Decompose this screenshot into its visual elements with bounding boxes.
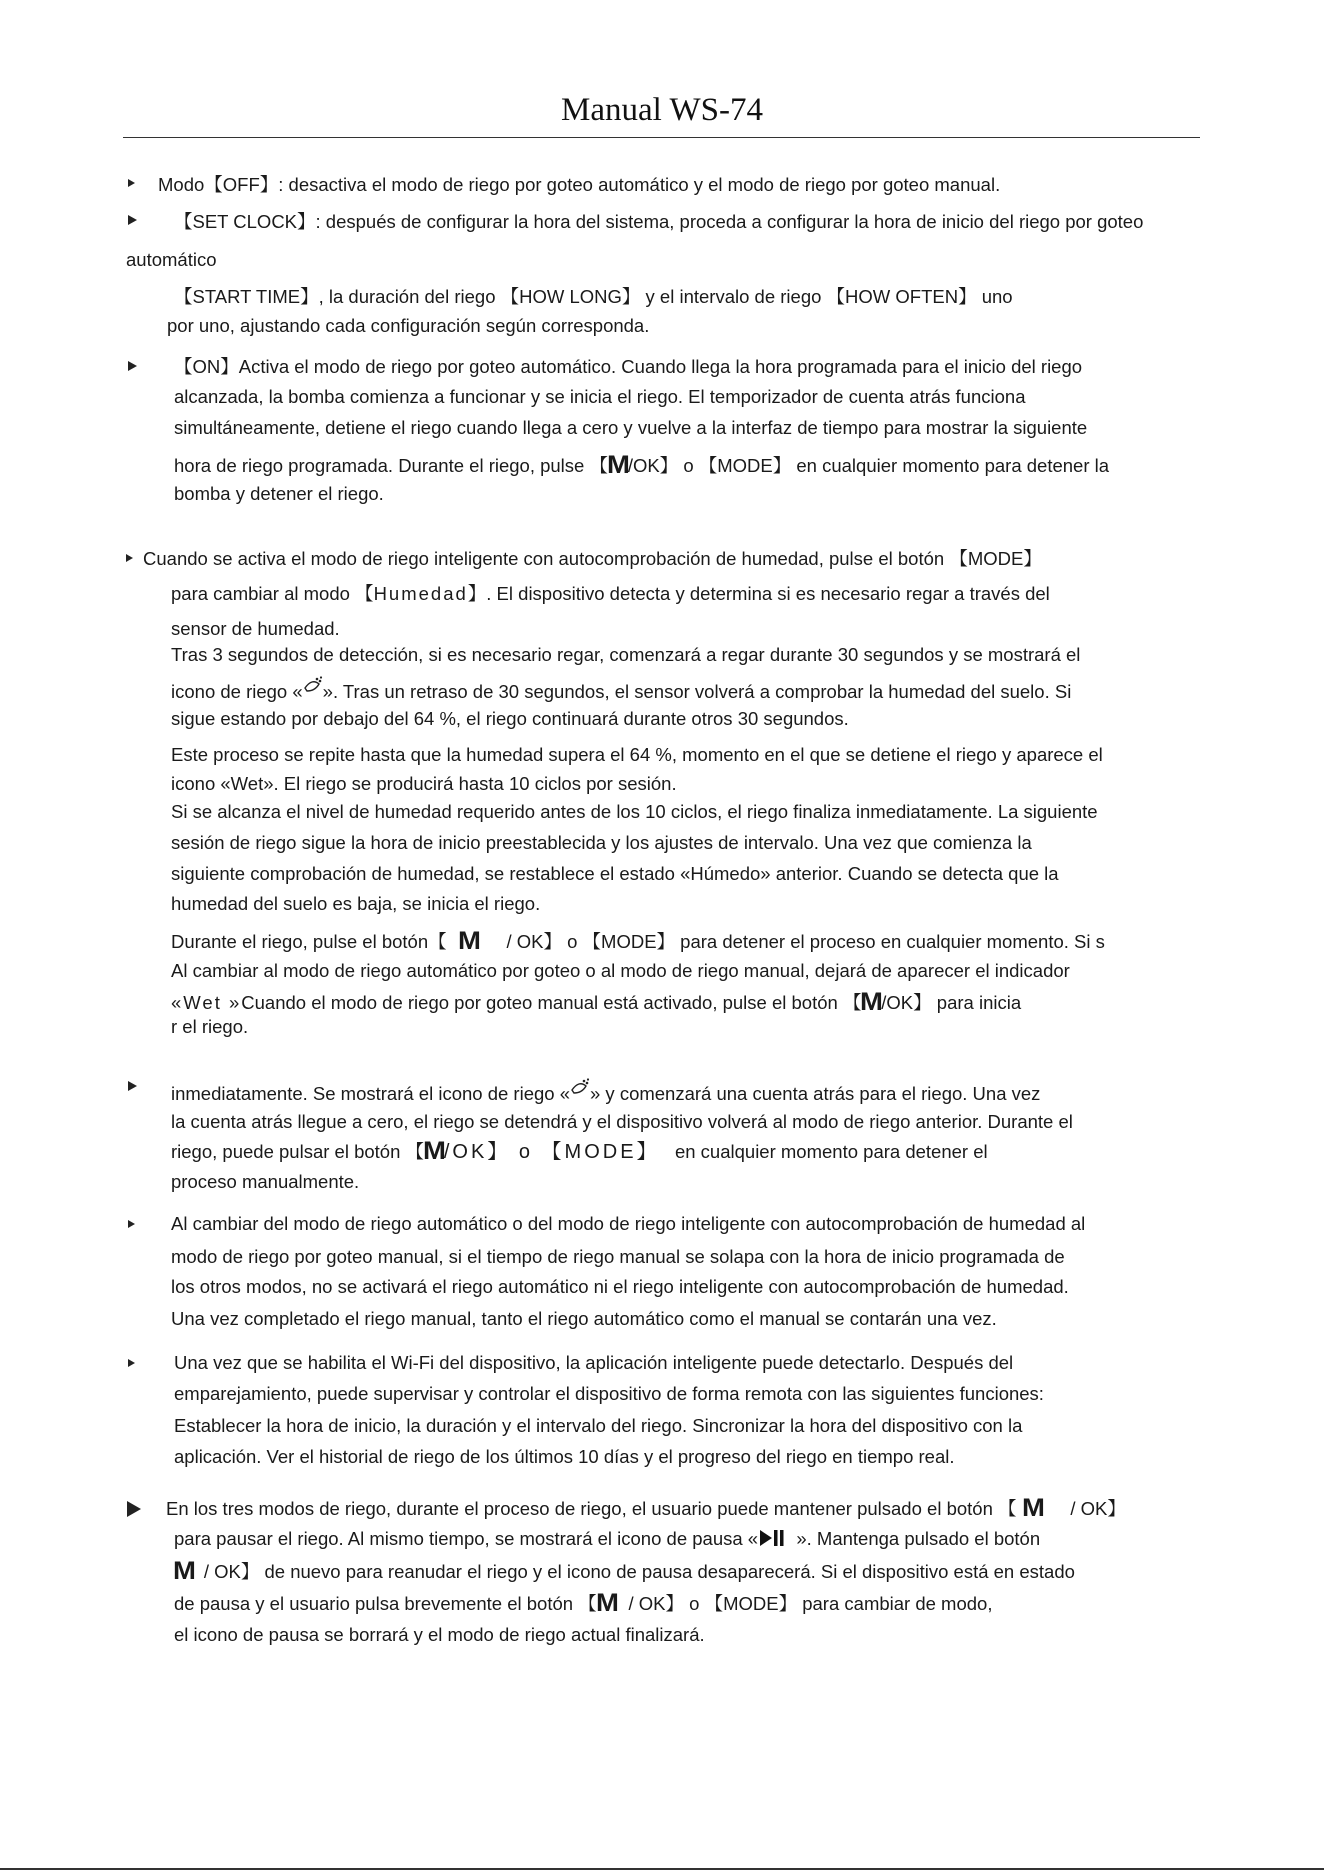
paragraph-manual-mode-line bbox=[171, 1137, 988, 1165]
text-segment: para cambiar al modo 【 bbox=[171, 583, 374, 604]
paragraph-smart-mode-line bbox=[171, 988, 1022, 1016]
text-segment: para pausar el riego. Al mismo tiempo, se mostrará el icono de pausa « bbox=[174, 1528, 759, 1549]
paragraph-mode-switch-line: modo de riego por goteo manual, si el tiempo de riego manual se solapa con la hora de inicio programada de bbox=[171, 1246, 1065, 1267]
paragraph-on-mode-line: simultáneamente, detiene el riego cuando llega a cero y vuelve a la interfaz de tiempo para mostrar la siguiente bbox=[174, 417, 1088, 438]
text-segment: en cualquier momento para detener el bbox=[674, 1141, 988, 1162]
paragraph-manual-mode-line: proceso manualmente. bbox=[171, 1171, 360, 1192]
paragraph-off-mode: Modo【OFF】: desactiva el modo de riego por goteo automático y el modo de riego por goteo manual. bbox=[158, 174, 1001, 195]
text-segment: / OK】 o 【MODE】 para cambiar de modo, bbox=[628, 1593, 993, 1614]
mode-button-icon: M bbox=[606, 451, 629, 479]
paragraph-smart-mode-line bbox=[171, 927, 1105, 955]
play-pause-icon bbox=[758, 1527, 786, 1549]
bullet-marker bbox=[128, 361, 137, 371]
text-segment: Cuando el modo de riego por goteo manual está activado, pulse el botón 【 bbox=[241, 992, 862, 1013]
bullet-marker bbox=[128, 1220, 135, 1228]
paragraph-smart-mode-line bbox=[171, 582, 1050, 606]
text-segment: riego, puede pulsar el botón 【 bbox=[171, 1141, 425, 1162]
paragraph-pause-line bbox=[166, 1494, 1126, 1522]
text-segment: » y comenzará una cuenta atrás para el riego. Una vez bbox=[590, 1083, 1041, 1104]
text-segment: Humedad bbox=[373, 583, 468, 604]
paragraph-smart-mode-line: Tras 3 segundos de detección, si es necesario regar, comenzará a regar durante 30 segundos y se mostrará el bbox=[171, 644, 1081, 665]
paragraph-smart-mode-line: sensor de humedad. bbox=[171, 618, 340, 639]
bullet-marker bbox=[128, 1081, 137, 1091]
paragraph-smart-mode-line bbox=[171, 676, 1071, 704]
paragraph-pause-line bbox=[174, 1527, 1040, 1551]
paragraph-set-clock-line: 【START TIME】, la duración del riego 【HOW LONG】 y el intervalo de riego 【HOW OFTEN】 uno bbox=[174, 286, 1013, 307]
paragraph-pause-line bbox=[173, 1557, 1075, 1585]
text-segment: de pausa y el usuario pulsa brevemente el botón 【 bbox=[174, 1593, 597, 1614]
text-segment: / OK】 o 【MODE】 para detener el proceso en cualquier momento. Si s bbox=[506, 931, 1105, 952]
text-segment: ». Tras un retraso de 30 segundos, el sensor volverá a comprobar la humedad del suelo. Si bbox=[322, 681, 1072, 702]
page-bottom-border bbox=[0, 1868, 1324, 1870]
paragraph-mode-switch-line: Al cambiar del modo de riego automático o del modo de riego inteligente con autocomprobación de humedad al bbox=[171, 1213, 1086, 1234]
bullet-marker bbox=[128, 1359, 135, 1367]
paragraph-smart-mode-line: sigue estando por debajo del 64 %, el riego continuará durante otros 30 segundos. bbox=[171, 708, 849, 729]
mode-button-icon: M bbox=[1021, 1494, 1044, 1522]
text-segment: / OK】 bbox=[1070, 1498, 1126, 1519]
paragraph-wifi-line: Establecer la hora de inicio, la duración y el intervalo del riego. Sincronizar la hora del dispositivo con la bbox=[174, 1415, 1023, 1436]
mode-button-icon: M bbox=[457, 927, 480, 955]
paragraph-mode-switch-line: los otros modos, no se activará el riego automático ni el riego inteligente con autocomprobación de humedad. bbox=[171, 1276, 1069, 1297]
mode-button-icon: M bbox=[173, 1557, 195, 1585]
paragraph-smart-mode-line: Cuando se activa el modo de riego inteligente con autocomprobación de humedad, pulse el botón 【MODE】 bbox=[143, 548, 1042, 569]
text-segment: / OK】 de nuevo para reanudar el riego y el icono de pausa desaparecerá. Si el dispositivo está en estado bbox=[203, 1561, 1075, 1582]
mode-button-icon: M bbox=[860, 988, 883, 1016]
watering-drop-icon bbox=[303, 676, 323, 694]
text-segment: /OK】 o 【MODE】 bbox=[443, 1141, 660, 1163]
paragraph-manual-mode-line bbox=[171, 1078, 1040, 1106]
paragraph-on-mode-line bbox=[174, 451, 1110, 479]
text-segment: /OK】 o 【MODE】 en cualquier momento para detener la bbox=[627, 455, 1110, 476]
paragraph-smart-mode-line: r el riego. bbox=[171, 1016, 249, 1037]
text-segment: /OK】 para inicia bbox=[881, 992, 1022, 1013]
paragraph-smart-mode-line: icono «Wet». El riego se producirá hasta 10 ciclos por sesión. bbox=[171, 773, 677, 794]
paragraph-set-clock-line: 【SET CLOCK】: después de configurar la hora del sistema, proceda a configurar la hora de inicio del riego por goteo bbox=[174, 211, 1144, 232]
paragraph-manual-mode-line: la cuenta atrás llegue a cero, el riego se detendrá y el dispositivo volverá al modo de riego anterior. Durante el bbox=[171, 1111, 1073, 1132]
text-segment: ». Mantenga pulsado el botón bbox=[796, 1528, 1041, 1549]
paragraph-smart-mode-line: humedad del suelo es baja, se inicia el riego. bbox=[171, 893, 541, 914]
paragraph-wifi-line: aplicación. Ver el historial de riego de los últimos 10 días y el progreso del riego en tiempo real. bbox=[174, 1446, 955, 1467]
paragraph-smart-mode-line: sesión de riego sigue la hora de inicio preestablecida y los ajustes de intervalo. Una vez que comienza la bbox=[171, 832, 1032, 853]
text-segment: «Wet » bbox=[171, 992, 242, 1013]
paragraph-wifi-line: Una vez que se habilita el Wi-Fi del dispositivo, la aplicación inteligente puede detectarlo. Después del bbox=[174, 1352, 1014, 1373]
bullet-marker bbox=[126, 554, 133, 562]
paragraph-pause-line: el icono de pausa se borrará y el modo de riego actual finalizará. bbox=[174, 1624, 705, 1645]
bullet-marker bbox=[128, 179, 135, 187]
text-segment: icono de riego « bbox=[171, 681, 303, 702]
mode-button-icon: M bbox=[595, 1589, 618, 1617]
text-segment: 】. El dispositivo detecta y determina si es necesario regar a través del bbox=[467, 583, 1050, 604]
paragraph-set-clock-line: por uno, ajustando cada configuración según corresponda. bbox=[167, 315, 650, 336]
paragraph-smart-mode-line: Al cambiar al modo de riego automático por goteo o al modo de riego manual, dejará de aparecer el indicador bbox=[171, 960, 1070, 981]
paragraph-mode-switch-line: Una vez completado el riego manual, tanto el riego automático como el manual se contarán una vez. bbox=[171, 1308, 997, 1329]
paragraph-set-clock-line: automático bbox=[126, 249, 217, 270]
text-segment: hora de riego programada. Durante el riego, pulse 【 bbox=[174, 455, 608, 476]
bullet-marker bbox=[127, 1501, 141, 1517]
paragraph-wifi-line: emparejamiento, puede supervisar y controlar el dispositivo de forma remota con las siguientes funciones: bbox=[174, 1383, 1044, 1404]
watering-drop-icon bbox=[570, 1078, 590, 1096]
paragraph-on-mode-line: 【ON】Activa el modo de riego por goteo automático. Cuando llega la hora programada para el inicio del riego bbox=[174, 356, 1083, 377]
paragraph-on-mode-line: bomba y detener el riego. bbox=[174, 483, 384, 504]
paragraph-smart-mode-line: Si se alcanza el nivel de humedad requerido antes de los 10 ciclos, el riego finaliza inmediatamente. La siguiente bbox=[171, 801, 1098, 822]
page-title: Manual WS-74 bbox=[561, 92, 763, 128]
paragraph-pause-line bbox=[174, 1589, 993, 1617]
text-segment: Durante el riego, pulse el botón【 bbox=[171, 931, 447, 952]
mode-button-icon: M bbox=[423, 1137, 445, 1165]
text-segment: En los tres modos de riego, durante el proceso de riego, el usuario puede mantener pulsado el botón 【 bbox=[166, 1498, 1017, 1519]
header-divider bbox=[123, 137, 1200, 138]
paragraph-smart-mode-line: Este proceso se repite hasta que la humedad supera el 64 %, momento en el que se detiene el riego y aparece el bbox=[171, 744, 1103, 765]
text-segment: inmediatamente. Se mostrará el icono de riego « bbox=[171, 1083, 570, 1104]
paragraph-on-mode-line: alcanzada, la bomba comienza a funcionar y se inicia el riego. El temporizador de cuenta atrás funciona bbox=[174, 386, 1026, 407]
paragraph-smart-mode-line: siguiente comprobación de humedad, se restablece el estado «Húmedo» anterior. Cuando se detecta que la bbox=[171, 863, 1059, 884]
bullet-marker bbox=[128, 215, 137, 225]
